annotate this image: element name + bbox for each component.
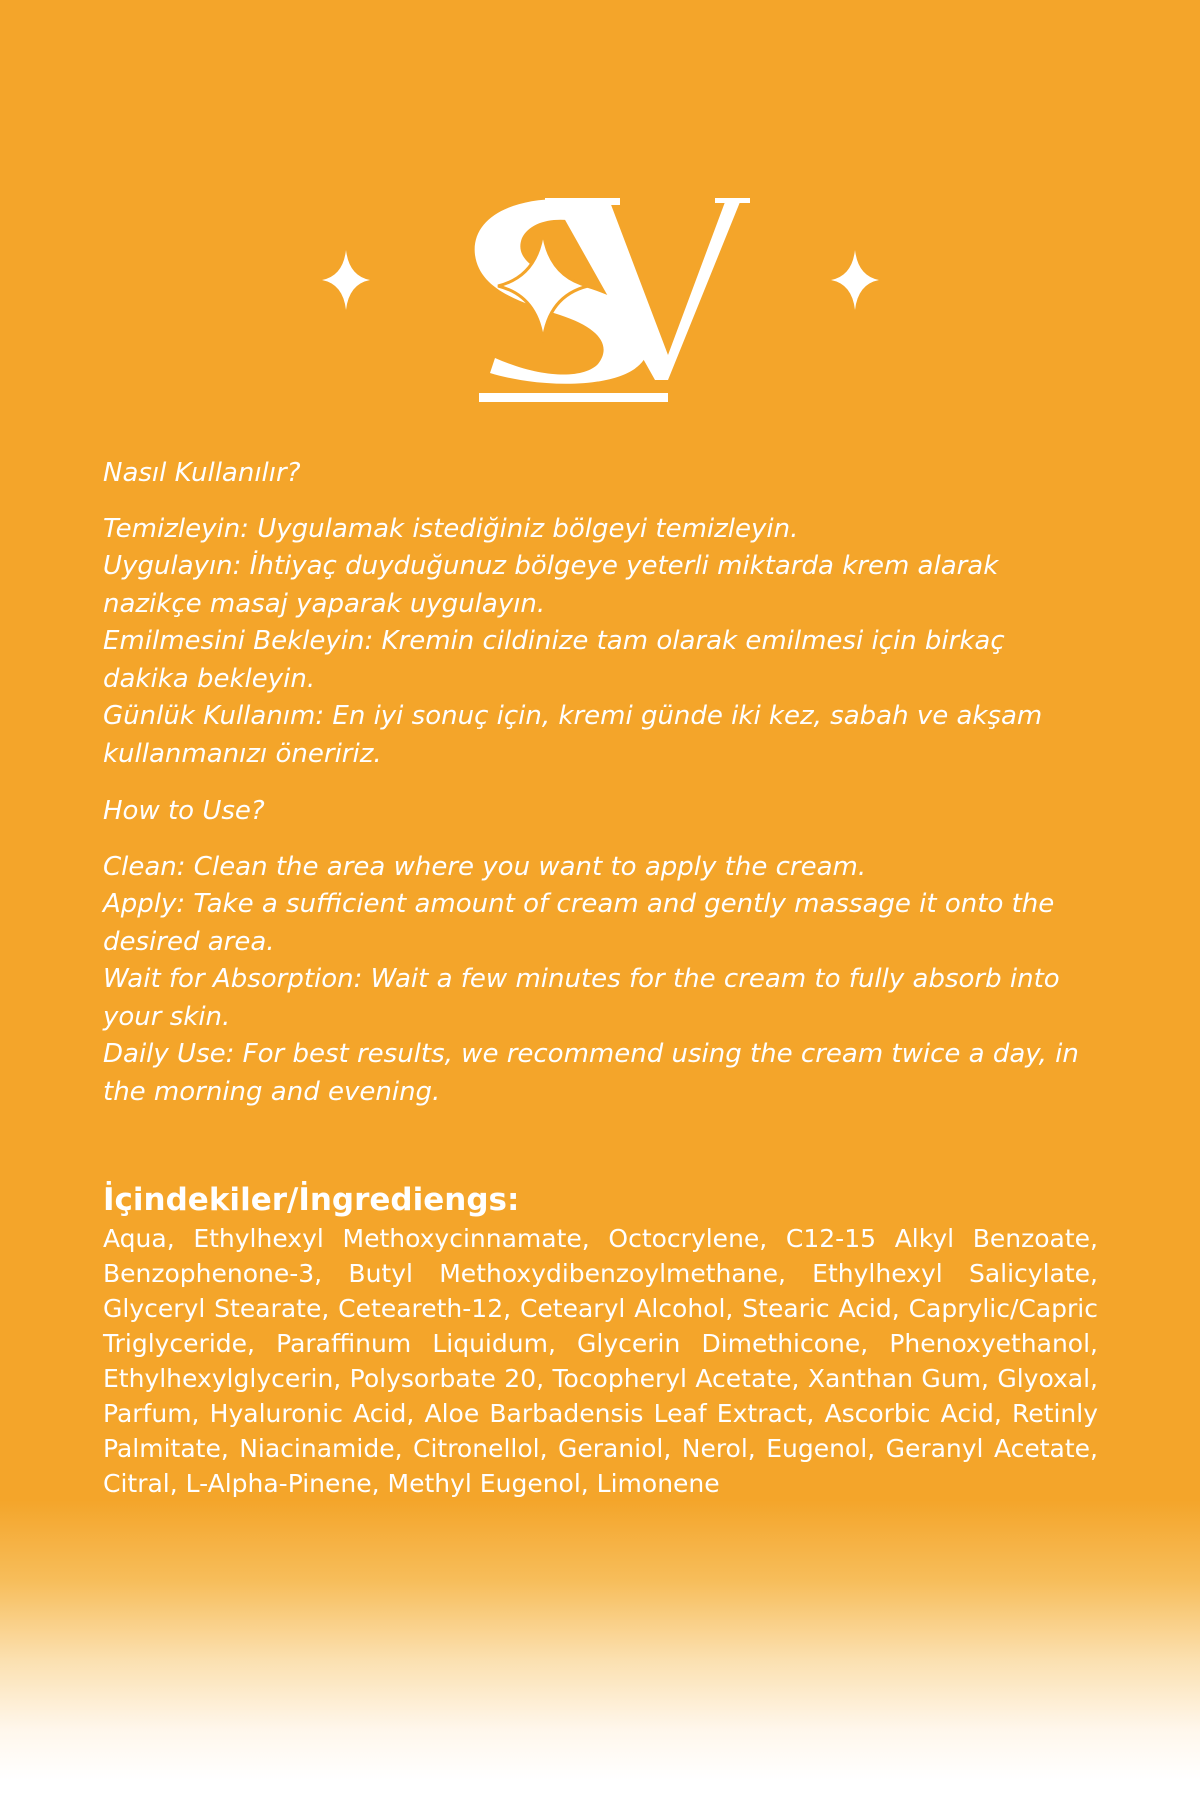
left-sparkle-icon: [322, 250, 370, 310]
usage-tr-line: Emilmesini Bekleyin: Kremin cildinize tam olarak emilmesi için birkaç dakika bekleyin.: [103, 626, 1005, 694]
ingredients-title: İçindekiler/İngrediengs:: [103, 1182, 520, 1218]
right-sparkle-icon: [831, 250, 879, 310]
usage-en-section: [103, 793, 1098, 1111]
usage-tr-line: Temizleyin: Uygulamak istediğiniz bölgeyi temizleyin.: [103, 513, 799, 544]
usage-tr-line: Günlük Kullanım: En iyi sonuç için, kremi günde iki kez, sabah ve akşam kullanmanızı öneririz.: [103, 701, 1043, 769]
usage-tr-line: Uygulayın: İhtiyaç duyduğunuz bölgeye yeterli miktarda krem alarak nazikçe masaj yaparak uygulayın.: [103, 551, 999, 619]
brand-logo: [0, 190, 1200, 420]
usage-en-line: Daily Use: For best results, we recommend using the cream twice a day, in the morning and evening.: [103, 1039, 1079, 1107]
usage-tr-heading: Nasıl Kullanılır?: [103, 458, 301, 488]
v-right-serif: [715, 198, 750, 203]
usage-tr-section: [103, 455, 1098, 773]
ingredients-list: Aqua, Ethylhexyl Methoxycinnamate, Octocrylene, C12-15 Alkyl Benzoate, Benzophenone-3, Butyl Methoxydibenzoylmethane, Ethylhexyl Salicylate, Glyceryl Stearate, Ceteareth-12, Cetearyl Alcohol, Stearic Acid, Caprylic/Capric Triglyceride, Paraffinum Liquidum, Glycerin Dimethicone, Phenoxyethanol, Ethylhexylglycerin, Polysorbate 20, Tocopheryl Acetate, Xanthan Gum, Glyoxal, Parfum, Hyaluronic Acid, Aloe Barbadensis Leaf Extract, Ascorbic Acid, Retinly Palmitate, Niacinamide, Citronellol, Geraniol, Nerol, Eugenol, Geranyl Acetate, Citral, L-Alpha-Pinene, Methyl Eugenol, Limonene: [103, 1224, 1098, 1498]
ingredients-section: [103, 1181, 1098, 1501]
usage-en-heading: How to Use?: [103, 796, 265, 826]
product-info: [103, 455, 1098, 1501]
sv-monogram-logo: [0, 190, 1200, 420]
usage-en-line: Apply: Take a sufficient amount of cream and gently massage it onto the desired area.: [103, 889, 1055, 957]
usage-en-line: Wait for Absorption: Wait a few minutes for the cream to fully absorb into your skin.: [103, 964, 1060, 1032]
usage-en-line: Clean: Clean the area where you want to apply the cream.: [103, 851, 867, 882]
logo-underline: [479, 393, 668, 402]
